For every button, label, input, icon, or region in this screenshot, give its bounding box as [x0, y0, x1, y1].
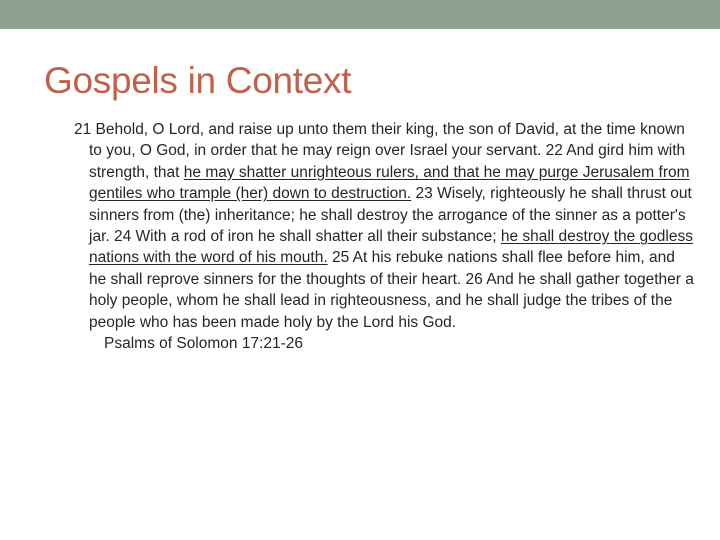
passage-segment: 23 Wisely, righteously he shall thrust out sinners from (the) inheritance; he shall destroy the arrogance of the sinner as a potter's jar. 24 With a rod of iron he shall shatter all their substance;	[89, 185, 692, 246]
slide-body	[74, 119, 694, 354]
passage-citation: Psalms of Solomon 17:21-26	[104, 335, 304, 353]
slide-title: Gospels in Context	[44, 60, 352, 101]
passage-segment-underlined: he shall destroy the godless nations with the word of his mouth.	[89, 228, 693, 267]
top-decorative-band	[0, 0, 720, 29]
passage-segment: 21 Behold, O Lord, and raise up unto them their king, the son of David, at the time known to you, O God, in order that he may reign over Israel your servant. 22 And gird him with strength, that	[74, 121, 686, 181]
scripture-passage	[74, 119, 694, 333]
passage-segment: 25 At his rebuke nations shall flee before him, and he shall reprove sinners for the thoughts of their heart. 26 And he shall gather together a holy people, whom he shall lead in righteousness, and he shall judge the tribes of the people who has been made holy by the Lord his God.	[89, 249, 694, 331]
passage-segment-underlined: he may shatter unrighteous rulers, and that he may purge Jerusalem from gentiles who trample (her) down to destruction.	[89, 163, 690, 203]
